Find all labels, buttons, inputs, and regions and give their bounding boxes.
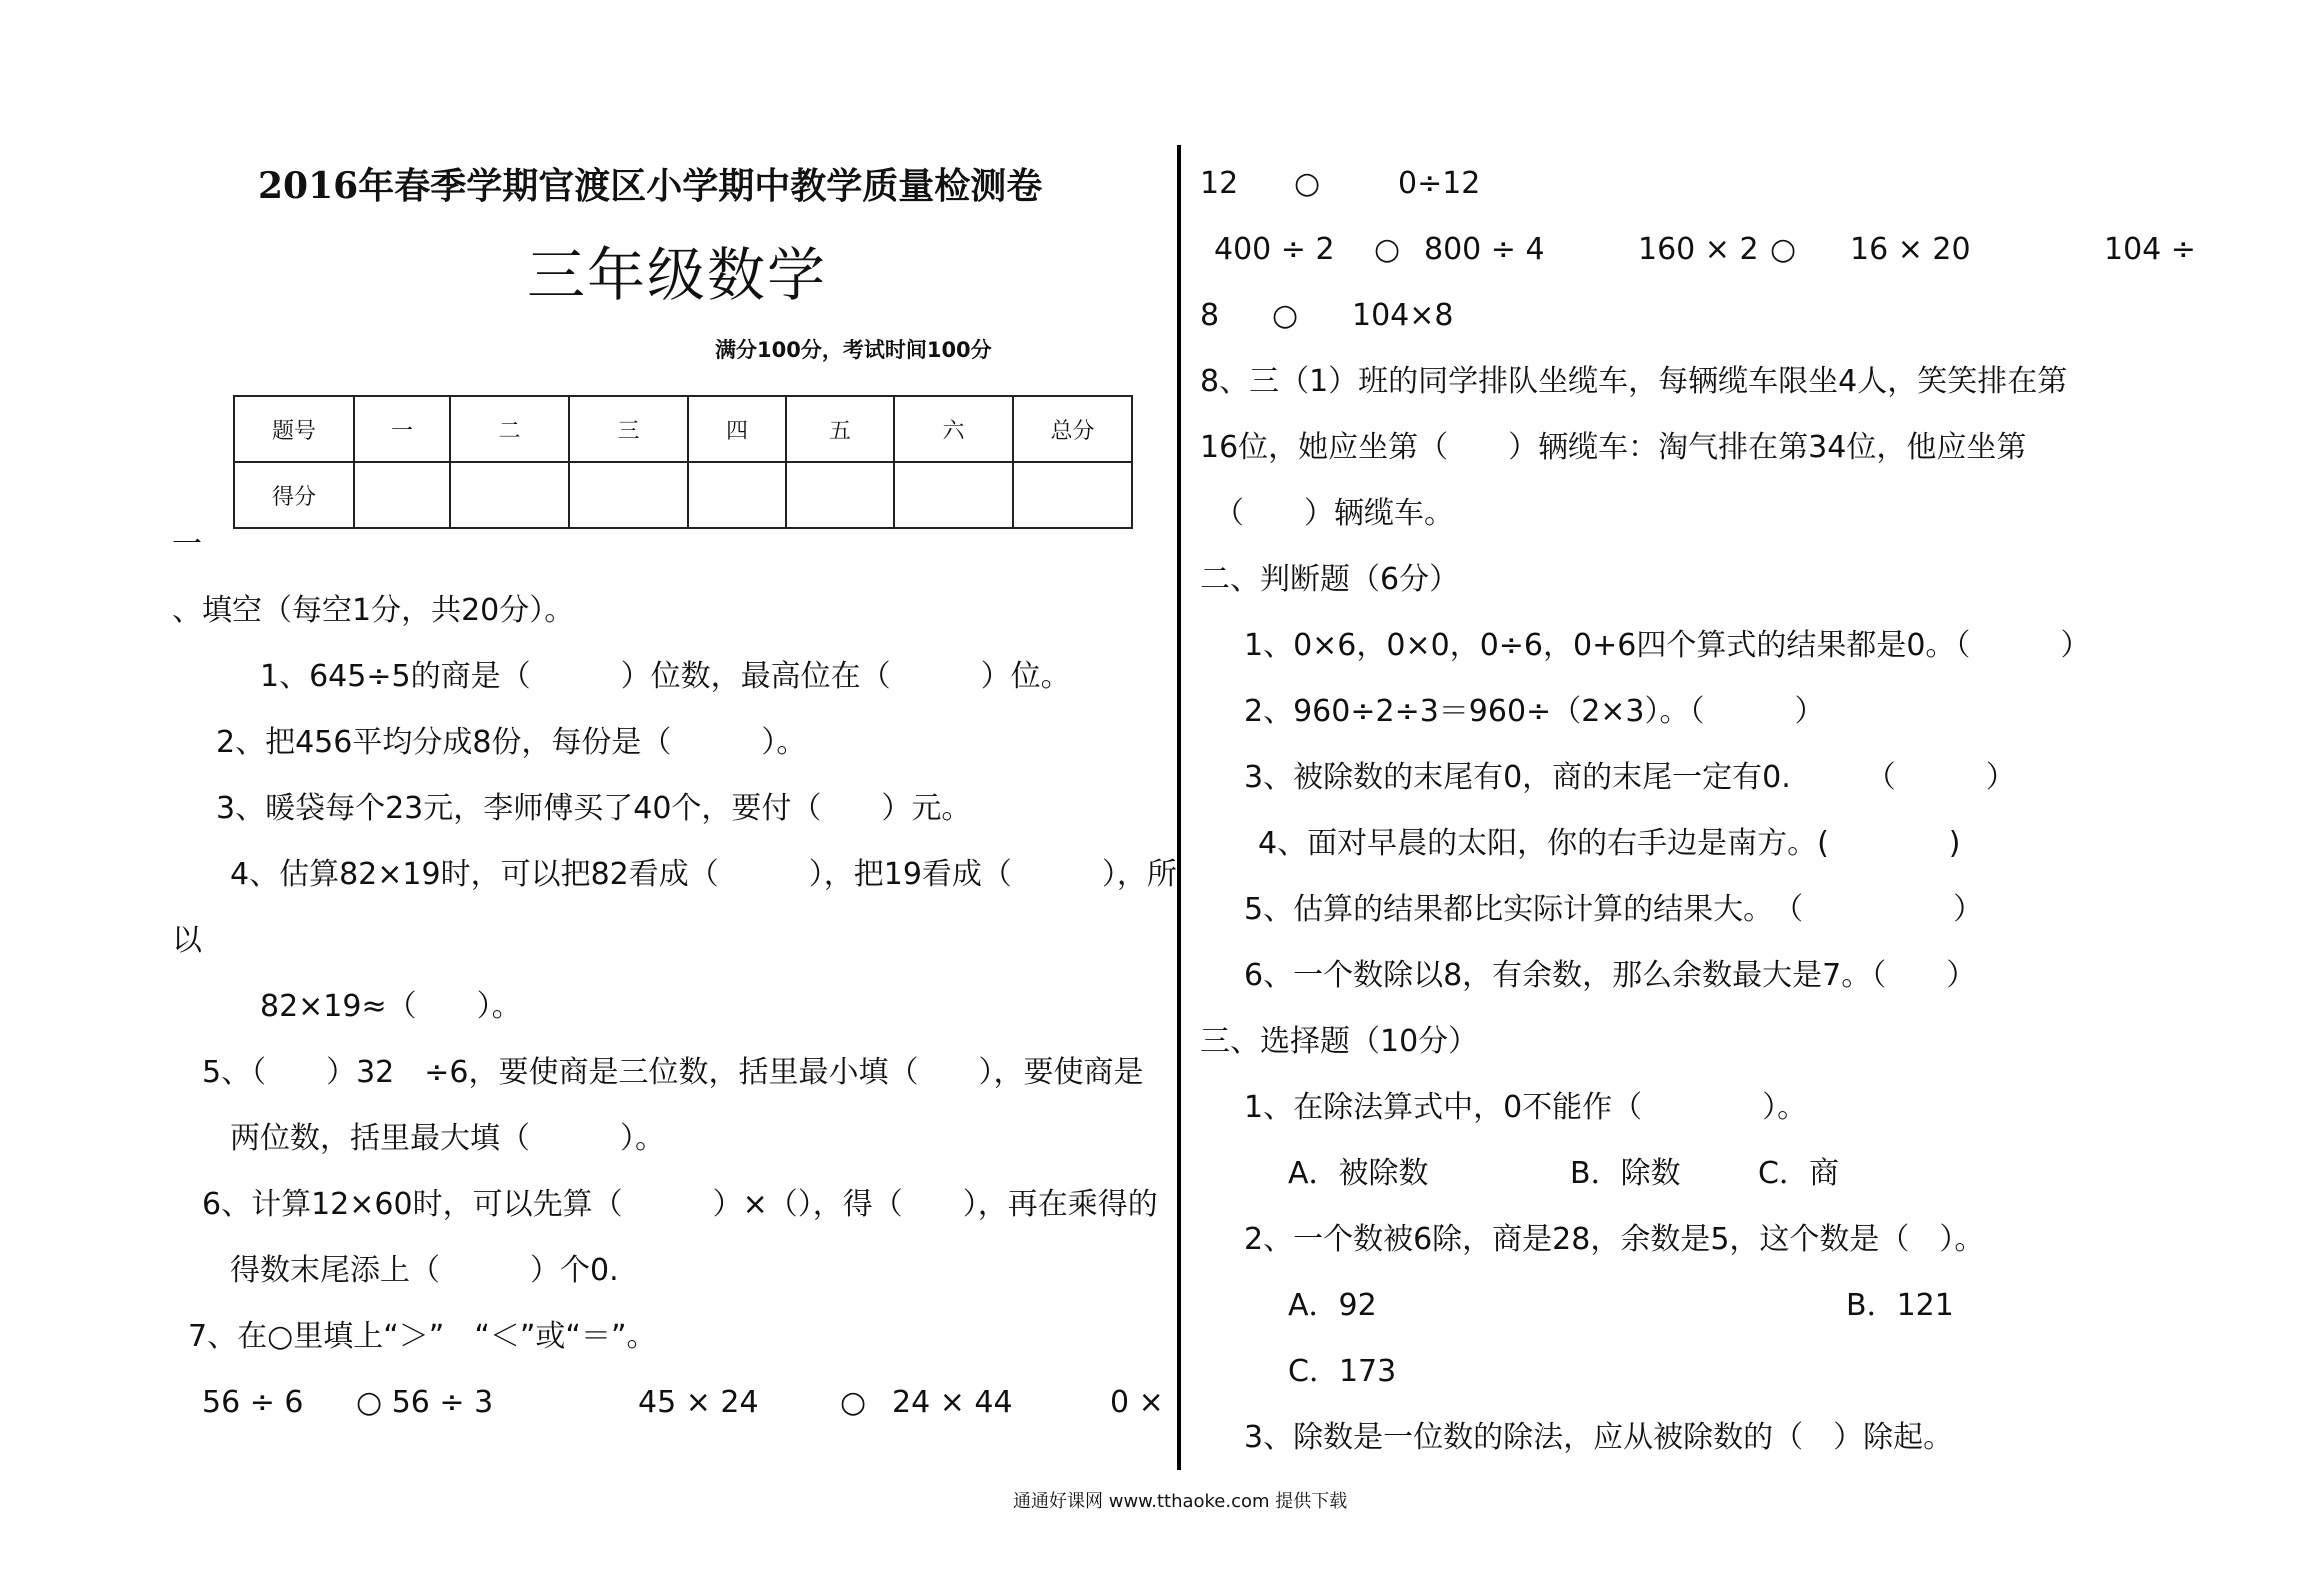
question-4-line-1: 4、估算82×19时，可以把82看成（ ），把19看成（ ），所	[230, 857, 1177, 892]
question-1: 1、645÷5的商是（ ）位数，最高位在（ ）位。	[260, 659, 1071, 694]
compare-circle: ○	[1770, 232, 1797, 267]
exam-meta: 满分100分，考试时间100分	[715, 338, 992, 362]
compare-expression: 0÷12	[1398, 166, 1481, 201]
compare-expression: 0 ×	[1110, 1385, 1164, 1420]
choice-option: B．121	[1846, 1288, 1954, 1323]
compare-expression: 16 × 20	[1850, 232, 1971, 267]
score-table-header-row	[234, 396, 1132, 462]
choice-option: B．除数	[1570, 1156, 1681, 1191]
compare-expression: 400 ÷ 2	[1214, 232, 1335, 267]
compare-circle: ○	[1374, 232, 1401, 267]
choice-option: C．商	[1758, 1156, 1839, 1191]
section-3-heading: 三、选择题（10分）	[1200, 1024, 1479, 1059]
compare-circle: ○	[1272, 298, 1299, 333]
question-8-line-1: 8、三（1）班的同学排队坐缆车，每辆缆车限坐4人，笑笑排在第	[1200, 364, 2068, 399]
choice-question-3: 3、除数是一位数的除法，应从被除数的（ ）除起。	[1244, 1420, 1954, 1455]
score-input-cell	[569, 462, 688, 528]
judge-question-4: 4、面对早晨的太阳，你的右手边是南方。( )	[1258, 826, 1961, 861]
footer-credit: 通通好课网 www.tthaoke.com 提供下载	[1013, 1491, 1348, 1512]
question-6-line-2: 得数末尾添上（ ）个0.	[230, 1253, 619, 1288]
score-input-cell	[1013, 462, 1132, 528]
compare-expression: 24 × 44	[892, 1385, 1013, 1420]
compare-expression: 104 ÷	[2104, 232, 2196, 267]
exam-title: 2016年春季学期官渡区小学期中教学质量检测卷	[258, 165, 1043, 207]
question-4-line-3: 82×19≈（ ）。	[260, 989, 522, 1024]
question-6-line-1: 6、计算12×60时，可以先算（ ）×（），得（ ），再在乘得的	[202, 1187, 1158, 1222]
section-2-heading: 二、判断题（6分）	[1200, 562, 1460, 597]
score-cell-label: 题号	[234, 396, 354, 462]
question-5-line-1: 5、（ ）32 ÷6，要使商是三位数，括里最小填（ ），要使商是	[202, 1055, 1144, 1090]
score-cell-total: 总分	[1013, 396, 1132, 462]
question-7: 7、在○里填上“＞” “＜”或“＝”。	[188, 1319, 657, 1354]
choice-question-2: 2、一个数被6除，商是28，余数是5，这个数是（ ）。	[1244, 1222, 1985, 1257]
score-input-cell	[786, 462, 894, 528]
judge-question-1: 1、0×6，0×0，0÷6，0+6四个算式的结果都是0。（ ）	[1244, 628, 2091, 663]
choice-question-1: 1、在除法算式中，0不能作（ ）。	[1244, 1090, 1808, 1125]
compare-expression: 104×8	[1352, 298, 1454, 333]
score-cell-label: 得分	[234, 462, 354, 528]
score-input-cell	[354, 462, 450, 528]
compare-expression: 45 × 24	[638, 1385, 759, 1420]
score-cell: 六	[894, 396, 1013, 462]
score-cell: 一	[354, 396, 450, 462]
compare-circle: ○	[1294, 166, 1321, 201]
judge-question-6: 6、一个数除以8，有余数，那么余数最大是7。（ ）	[1244, 958, 1977, 993]
score-input-cell	[688, 462, 786, 528]
compare-expression: 56 ÷ 6	[202, 1385, 304, 1420]
score-input-cell	[894, 462, 1013, 528]
compare-expression: ○ 56 ÷ 3	[356, 1385, 494, 1420]
compare-expression: 12	[1200, 166, 1239, 201]
score-input-cell	[450, 462, 569, 528]
question-3: 3、暖袋每个23元，李师傅买了40个，要付（ ）元。	[216, 791, 972, 826]
question-8-line-3: （ ）辆缆车。	[1214, 496, 1454, 531]
question-5-line-2: 两位数，括里最大填（ ）。	[230, 1121, 665, 1156]
compare-expression: 8	[1200, 298, 1220, 333]
compare-circle: ○	[840, 1385, 867, 1420]
question-2: 2、把456平均分成8份，每份是（ ）。	[216, 725, 807, 760]
score-cell: 四	[688, 396, 786, 462]
choice-option: A．92	[1288, 1288, 1377, 1323]
compare-expression: 160 × 2	[1638, 232, 1759, 267]
subject-title: 三年级数学	[527, 241, 828, 309]
column-divider	[1177, 145, 1181, 1470]
judge-question-3: 3、被除数的末尾有0，商的末尾一定有0. （ ）	[1244, 760, 2016, 795]
question-4-line-2: 以	[172, 923, 202, 958]
question-8-line-2: 16位，她应坐第（ ）辆缆车：淘气排在第34位，他应坐第	[1200, 430, 2027, 465]
score-table	[233, 395, 1133, 529]
score-cell: 三	[569, 396, 688, 462]
score-table-score-row	[234, 462, 1132, 528]
judge-question-5: 5、估算的结果都比实际计算的结果大。 （ ）	[1244, 892, 1984, 927]
score-cell: 五	[786, 396, 894, 462]
compare-expression: 800 ÷ 4	[1424, 232, 1545, 267]
score-cell: 二	[450, 396, 569, 462]
choice-option: C．173	[1288, 1354, 1397, 1389]
section-1-heading: 、填空（每空1分，共20分）。	[172, 593, 575, 628]
choice-option: A．被除数	[1288, 1156, 1429, 1191]
section-1-dash: 一	[172, 527, 202, 562]
judge-question-2: 2、960÷2÷3＝960÷（2×3）。（ ）	[1244, 694, 1825, 729]
